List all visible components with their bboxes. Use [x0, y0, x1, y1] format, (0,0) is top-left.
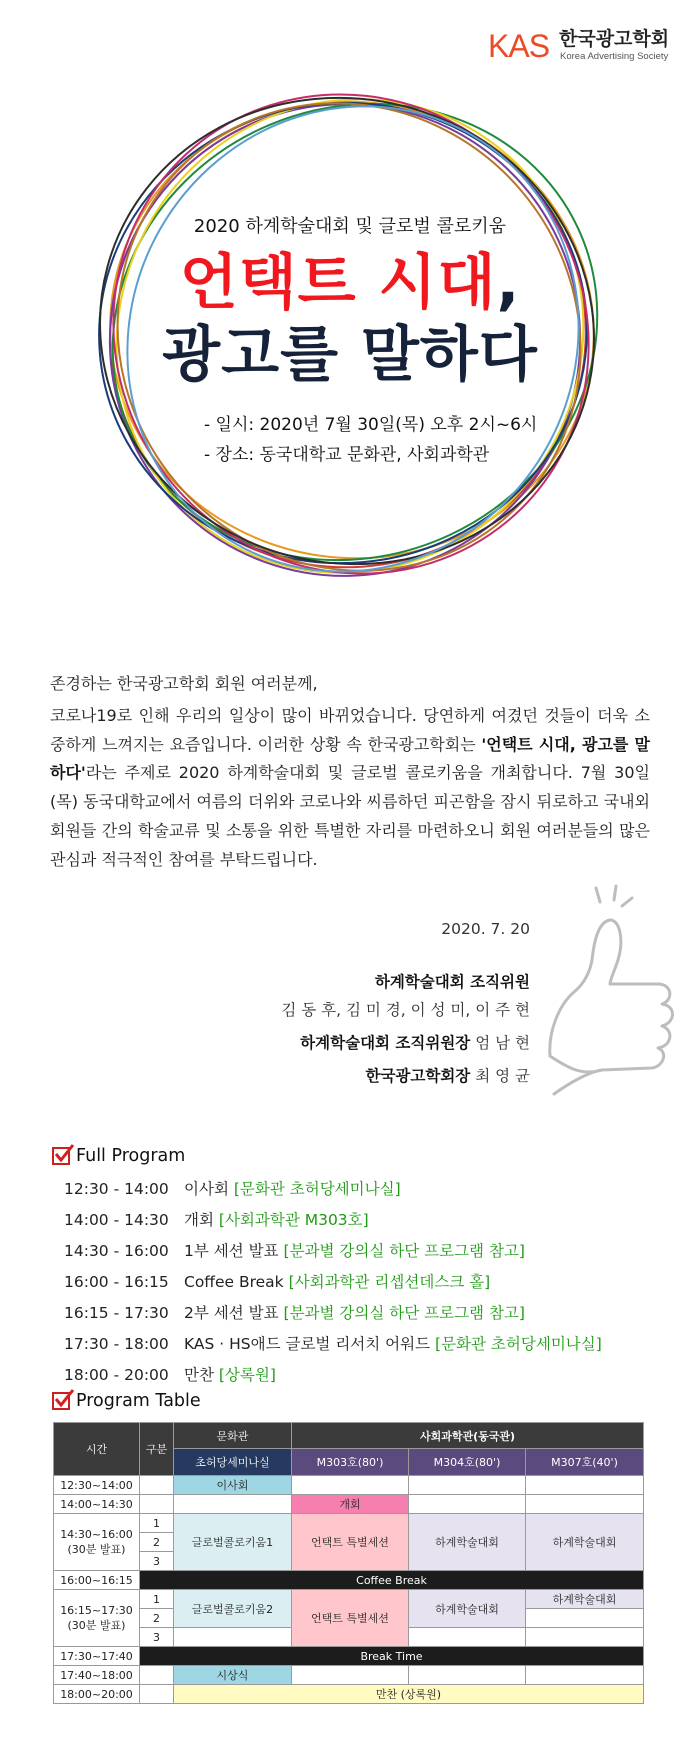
header-building-1: 문화관 — [174, 1423, 292, 1449]
empty-cell — [174, 1628, 292, 1647]
hero-title-line1 — [0, 248, 700, 318]
empty-cell — [140, 1495, 174, 1514]
empty-cell — [292, 1476, 409, 1495]
event-board-meeting: 이사회 — [174, 1476, 292, 1495]
event-summer-conf-1b: 하계학술대회 — [526, 1514, 644, 1571]
header-room-3: M304호(80') — [409, 1449, 526, 1476]
time-note: (30분 발표) — [67, 1618, 126, 1632]
program-time: 16:15 - 17:30 — [64, 1304, 169, 1322]
session-number: 3 — [140, 1552, 174, 1571]
letter-body — [50, 702, 650, 874]
event-untact-session-2: 언택트 특별세션 — [292, 1590, 409, 1647]
empty-cell — [409, 1666, 526, 1685]
empty-cell — [526, 1628, 644, 1647]
committee-label-row — [375, 970, 530, 992]
event-date: - 일시: 2020년 7월 30일(목) 오후 2시~6시 — [204, 415, 538, 435]
session-number: 3 — [140, 1628, 174, 1647]
program-time: 12:30 - 14:00 — [64, 1180, 169, 1198]
program-time: 16:00 - 16:15 — [64, 1273, 169, 1291]
program-desc: KAS · HS애드 글로벌 리서치 어워드 — [184, 1335, 436, 1353]
program-desc: 개회 — [184, 1211, 219, 1229]
session-number: 2 — [140, 1609, 174, 1628]
president-row — [365, 1064, 530, 1086]
full-program-title: Full Program — [76, 1146, 186, 1166]
event-summer-conf-2: 하계학술대회 — [409, 1590, 526, 1628]
letter-text-2: 라는 주제로 2020 하계학술대회 및 글로벌 콜로키움을 개최합니다. 7월 30일(목) 동국대학교에서 여름의 더위와 코로나와 씨름하던 피곤함을 잠시 뒤로하고 국내외 회원들 간의 학술교류 및 소통을 위한 특별한 자리를 마련하오니 회원 여러분들의 많은 관심과 적극적인 참여를 부탁드립니다. — [50, 763, 650, 869]
logo-mark: KAS — [488, 28, 550, 64]
header-building-2: 사회과학관(동국관) — [292, 1423, 644, 1449]
checkbox-icon — [52, 1147, 70, 1165]
event-award: 시상식 — [174, 1666, 292, 1685]
session-number: 1 — [140, 1590, 174, 1609]
program-time: 17:30 - 18:00 — [64, 1335, 169, 1353]
hero-title-comma: , — [496, 248, 521, 318]
hero-subtitle: 2020 하계학술대회 및 글로벌 콜로키움 — [193, 216, 507, 237]
letter-text-1: 코로나19로 인해 우리의 일상이 많이 바뀌었습니다. 당연하게 여겼던 것들이 더욱 소중하게 느껴지는 요즘입니다. 이러한 상황 속 한국광고학회는 — [50, 706, 650, 754]
program-location: [사회과학관 리셉션데스크 홀] — [288, 1273, 491, 1291]
program-row — [64, 1174, 664, 1205]
logo-name-en: Korea Advertising Society — [560, 51, 669, 62]
program-row — [64, 1205, 664, 1236]
event-opening: 개회 — [292, 1495, 409, 1514]
program-location: [사회과학관 M303호] — [218, 1211, 369, 1229]
chair-label: 하계학술대회 조직위원장 — [300, 1034, 471, 1052]
chair-row — [300, 1031, 530, 1053]
time-cell: 16:00~16:15 — [54, 1571, 140, 1590]
time-cell: 14:00~14:30 — [54, 1495, 140, 1514]
program-table-title: Program Table — [76, 1391, 201, 1411]
hero-title-line2: 광고를 말하다 — [162, 320, 538, 390]
program-location: [분과별 강의실 하단 프로그램 참고] — [283, 1242, 525, 1260]
committee-label: 하계학술대회 조직위원 — [374, 973, 530, 991]
program-location: [문화관 초허당세미나실] — [435, 1335, 602, 1353]
session-number: 1 — [140, 1514, 174, 1533]
header-room-1: 초허당세미나실 — [174, 1449, 292, 1476]
letter-theme: '언택트 시대, 광고를 말하다' — [50, 734, 650, 783]
letter-date: 2020. 7. 20 — [441, 920, 530, 938]
empty-cell — [409, 1495, 526, 1514]
time-cell — [54, 1590, 140, 1647]
event-summer-conf-2b: 하계학술대회 — [526, 1590, 644, 1609]
program-list — [64, 1174, 664, 1391]
event-dinner: 만찬 (상록원) — [174, 1685, 644, 1704]
logo-name-ko: 한국광고학회 — [559, 28, 670, 50]
time-cell: 12:30~14:00 — [54, 1476, 140, 1495]
program-table — [53, 1422, 644, 1704]
event-colloquium-1: 글로벌콜로키움1 — [174, 1514, 292, 1571]
header-room-2: M303호(80') — [292, 1449, 409, 1476]
time-text: 14:30~16:00 — [60, 1527, 133, 1541]
program-desc: Coffee Break — [184, 1273, 289, 1291]
event-place: - 장소: 동국대학교 문화관, 사회과학관 — [204, 445, 490, 465]
time-text: 16:15~17:30 — [60, 1603, 133, 1617]
session-number: 2 — [140, 1533, 174, 1552]
program-location: [상록원] — [218, 1366, 276, 1384]
letter-greeting: 존경하는 한국광고학회 회원 여러분께, — [50, 674, 318, 693]
event-break-time: Break Time — [140, 1647, 644, 1666]
full-program-heading — [52, 1146, 185, 1166]
program-desc: 만찬 — [184, 1366, 219, 1384]
checkbox-icon — [52, 1392, 70, 1410]
kas-logo — [488, 28, 680, 68]
program-time: 14:00 - 14:30 — [64, 1211, 169, 1229]
program-desc: 2부 세션 발표 — [184, 1304, 284, 1322]
event-summer-conf-1: 하계학술대회 — [409, 1514, 526, 1571]
president-name: 최 영 균 — [475, 1067, 530, 1085]
empty-cell — [140, 1476, 174, 1495]
empty-cell — [140, 1685, 174, 1704]
program-time: 14:30 - 16:00 — [64, 1242, 169, 1260]
program-time: 18:00 - 20:00 — [64, 1366, 169, 1384]
hero-title-text: 언택트 시대 — [179, 248, 497, 318]
empty-cell — [526, 1609, 644, 1628]
time-cell: 17:40~18:00 — [54, 1666, 140, 1685]
program-row — [64, 1267, 664, 1298]
header-type: 구분 — [140, 1423, 174, 1476]
event-untact-session-1: 언택트 특별세션 — [292, 1514, 409, 1571]
committee-names: 김 동 후, 김 미 경, 이 성 미, 이 주 현 — [281, 1001, 530, 1019]
thumbs-up-illustration — [548, 880, 698, 1110]
empty-cell — [292, 1666, 409, 1685]
time-cell — [54, 1514, 140, 1571]
empty-cell — [140, 1666, 174, 1685]
empty-cell — [526, 1476, 644, 1495]
program-desc: 이사회 — [184, 1180, 234, 1198]
program-location: [분과별 강의실 하단 프로그램 참고] — [283, 1304, 525, 1322]
empty-cell — [409, 1628, 526, 1647]
program-row — [64, 1298, 664, 1329]
program-location: [문화관 초허당세미나실] — [233, 1180, 401, 1198]
empty-cell — [526, 1666, 644, 1685]
time-cell: 18:00~20:00 — [54, 1685, 140, 1704]
program-table-heading — [52, 1391, 201, 1411]
time-cell: 17:30~17:40 — [54, 1647, 140, 1666]
president-label: 한국광고학회장 — [365, 1067, 471, 1085]
event-colloquium-2: 글로벌콜로키움2 — [174, 1590, 292, 1628]
chair-name: 엄 남 현 — [475, 1034, 530, 1052]
time-note: (30분 발표) — [67, 1542, 126, 1556]
header-room-4: M307호(40') — [526, 1449, 644, 1476]
program-row — [64, 1360, 664, 1391]
empty-cell — [174, 1495, 292, 1514]
empty-cell — [409, 1476, 526, 1495]
header-time: 시간 — [54, 1423, 140, 1476]
empty-cell — [526, 1495, 644, 1514]
program-desc: 1부 세션 발표 — [184, 1242, 284, 1260]
program-row — [64, 1329, 664, 1360]
program-row — [64, 1236, 664, 1267]
event-coffee-break: Coffee Break — [140, 1571, 644, 1590]
